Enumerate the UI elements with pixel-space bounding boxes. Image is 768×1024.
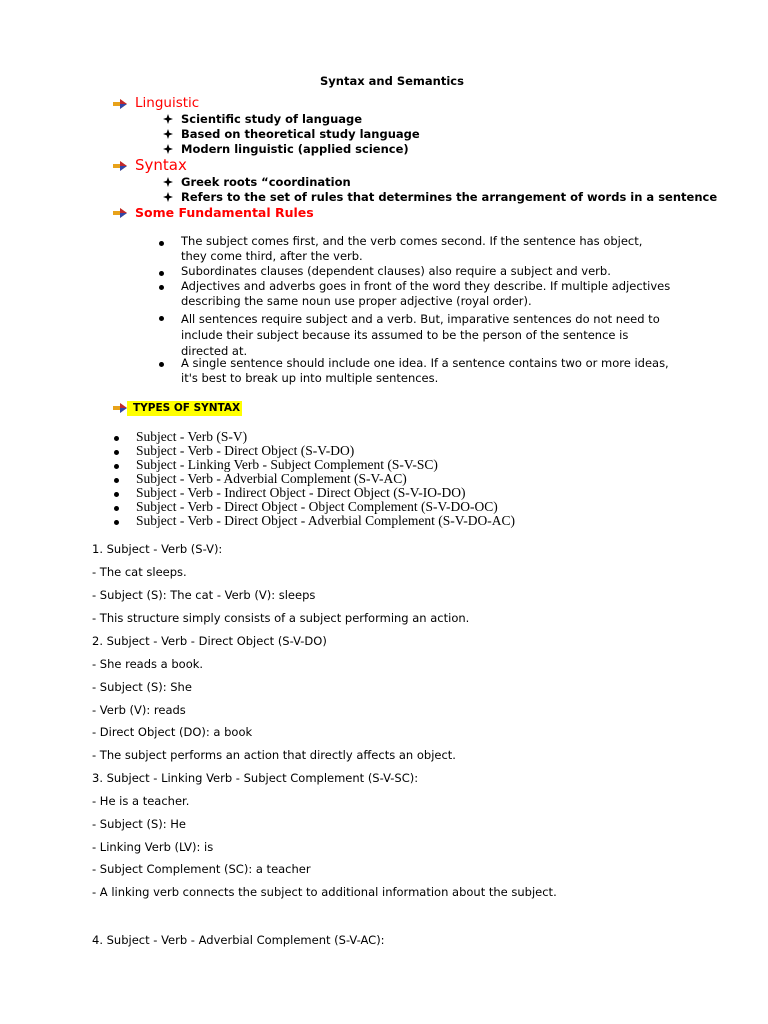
heading-fundamental-rules: Some Fundamental Rules <box>135 205 314 220</box>
syntax-type-3: Subject - Linking Verb - Subject Complement (S-V-SC) <box>136 457 438 472</box>
syntax-type-5: Subject - Verb - Indirect Object - Direct Object (S-V-IO-DO) <box>136 485 466 500</box>
body-line: 4. Subject - Verb - Adverbial Complement (S-V-AC): <box>92 933 385 947</box>
arrow-bullet-icon <box>113 208 127 218</box>
body-line: - Direct Object (DO): a book <box>92 725 253 739</box>
arrow-bullet-icon <box>113 403 127 413</box>
dot-bullet-icon <box>159 285 164 290</box>
page-title: Syntax and Semantics <box>320 74 464 88</box>
dot-bullet-icon <box>159 362 164 367</box>
body-line: - She reads a book. <box>92 657 204 671</box>
diamond-bullet-icon <box>163 144 173 154</box>
body-line: 2. Subject - Verb - Direct Object (S-V-DO) <box>92 634 327 648</box>
rule-item-1: The subject comes first, and the verb comes second. If the sentence has object, they come third, after the verb. <box>181 234 643 263</box>
syntax-type-1: Subject - Verb (S-V) <box>136 429 248 444</box>
body-line: - Subject (S): He <box>92 817 186 831</box>
body-line: - Verb (V): reads <box>92 703 186 717</box>
heading-syntax: Syntax <box>135 156 187 174</box>
linguistic-item-2: Based on theoretical study language <box>181 127 420 141</box>
dot-bullet-icon <box>114 436 119 441</box>
dot-bullet-icon <box>114 450 119 455</box>
rule-item-3: Adjectives and adverbs goes in front of the word they describe. If multiple adjectives describing the same noun use proper adjective (royal order). <box>181 279 671 308</box>
rule-item-5: A single sentence should include one idea. If a sentence contains two or more ideas, it's best to break up into multiple sentences. <box>181 356 669 385</box>
body-line: - Subject (S): The cat - Verb (V): sleeps <box>92 588 316 602</box>
body-line: - The subject performs an action that directly affects an object. <box>92 748 456 762</box>
dot-bullet-icon <box>159 271 164 276</box>
body-line: - Linking Verb (LV): is <box>92 840 214 854</box>
body-line: 1. Subject - Verb (S-V): <box>92 542 223 556</box>
linguistic-item-1: Scientific study of language <box>181 112 363 126</box>
body-line: - A linking verb connects the subject to additional information about the subject. <box>92 885 557 899</box>
syntax-type-7: Subject - Verb - Direct Object - Adverbial Complement (S-V-DO-AC) <box>136 513 516 528</box>
dot-bullet-icon <box>114 492 119 497</box>
dot-bullet-icon <box>159 241 164 246</box>
syntax-type-6: Subject - Verb - Direct Object - Object Complement (S-V-DO-OC) <box>136 499 498 514</box>
body-line: - This structure simply consists of a subject performing an action. <box>92 611 470 625</box>
diamond-bullet-icon <box>163 129 173 139</box>
body-line: - He is a teacher. <box>92 794 190 808</box>
diamond-bullet-icon <box>163 192 173 202</box>
syntax-type-2: Subject - Verb - Direct Object (S-V-DO) <box>136 443 355 458</box>
heading-linguistic: Linguistic <box>135 95 200 111</box>
diamond-bullet-icon <box>163 177 173 187</box>
body-line: - Subject (S): She <box>92 680 192 694</box>
heading-types-of-syntax: TYPES OF SYNTAX <box>127 401 242 416</box>
arrow-bullet-icon <box>113 99 127 109</box>
rule-item-2: Subordinates clauses (dependent clauses) also require a subject and verb. <box>181 264 611 278</box>
diamond-bullet-icon <box>163 114 173 124</box>
dot-bullet-icon <box>159 316 164 321</box>
dot-bullet-icon <box>114 478 119 483</box>
arrow-bullet-icon <box>113 161 127 171</box>
syntax-type-4: Subject - Verb - Adverbial Complement (S-V-AC) <box>136 471 407 486</box>
body-line: - Subject Complement (SC): a teacher <box>92 862 311 876</box>
syntax-item-1: Greek roots “coordination <box>181 175 351 189</box>
dot-bullet-icon <box>114 464 119 469</box>
dot-bullet-icon <box>114 506 119 511</box>
body-line: 3. Subject - Linking Verb - Subject Complement (S-V-SC): <box>92 771 419 785</box>
linguistic-item-3: Modern linguistic (applied science) <box>181 142 409 156</box>
syntax-item-2: Refers to the set of rules that determines the arrangement of words in a sentence <box>181 190 718 204</box>
body-line: - The cat sleeps. <box>92 565 187 579</box>
dot-bullet-icon <box>114 520 119 525</box>
rule-item-4: All sentences require subject and a verb. But, imparative sentences do not need to include their subject because its assumed to be the person of the sentence is directed at. <box>181 312 660 358</box>
